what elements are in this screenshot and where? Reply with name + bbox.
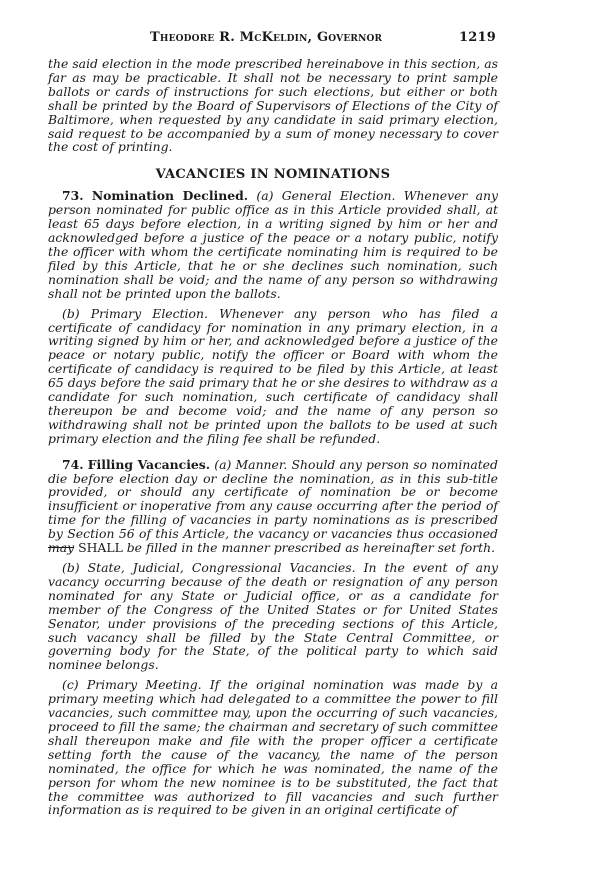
running-head-title: Theodore R. McKeldin, Governor [150, 30, 383, 45]
document-page [48, 30, 498, 817]
section-73-a [48, 189, 498, 300]
section-74-b [48, 561, 498, 672]
subsection-text-after: be filled in the manner prescribed as hereinafter set forth. [126, 540, 496, 556]
subsection-label: (a) General Election. [256, 188, 396, 204]
section-73-number: 73. [62, 188, 84, 204]
section-73-title: Nomination Declined. [91, 188, 249, 204]
section-heading: VACANCIES IN NOMINATIONS [155, 167, 391, 183]
section-74-title: Filling Vacancies. [87, 456, 211, 472]
subsection-text: Whenever any person nominated for public office as in this Article provided shall, at least 65 days before election, in a writing signed by him or her and acknowledged before a justice of the peace or a notary public, notify the officer with whom the certificate nominating him is required to be filed by this Article, that he or she declines such nomination, such nomination shall be void; and the name of any person so withdrawing shall not be printed upon the ballots. [48, 188, 498, 301]
section-73-b [48, 307, 498, 446]
section-74-c [48, 678, 498, 817]
section-74-number: 74. [62, 456, 84, 472]
running-head [48, 30, 498, 50]
page-number: 1219 [459, 30, 496, 45]
subsection-text: If the original nomination was made by a primary meeting which had delegated to a committee the power to fill vacancies, such committee may, upon the occurring of such vacancies, proceed to fill the same; the chairman and secretary of such committee shall thereupon make and file with the proper officer a certificate setting forth the cause of the vacancy, the name of the person nominated, the office for which he was nominated, the name of the person for whom the new nominee is to be substituted, the fact that the committee was authorized to fill vacancies and such further information as is required to be given in an original certificate of [48, 677, 498, 818]
subsection-label: (b) Primary Election. [62, 305, 208, 321]
subsection-text-before: Should any person so nominated die before election day or decline the nomination, as in this sub-title provided, or should any certificate of nomination be or become insufficient or inoperative from any cause occurring after the period of time for the filling of vacancies in party nominations as is prescribed by Section 56 of this Article, the vacancy or vacancies thus occasioned [48, 456, 498, 542]
subsection-label: (b) State, Judicial, Congressional Vacancies. [62, 560, 356, 575]
subsection-label: (c) Primary Meeting. [62, 677, 202, 693]
section-74-a [48, 458, 498, 555]
subsection-text: In the event of any vacancy occurring because of the death or resignation of any person nominated for any State or Judicial office, or as a candidate for member of the Congress of the United States or for United States Senator, under provisions of the preceding sections of this Article, such vacancy shall be filled by the State Central Committee, or governing body for the State, of the political party to which said nominee belongs. [48, 560, 498, 673]
continuation-paragraph: the said election in the mode prescribed hereinabove in this section, as far as may be practicable. It shall not be necessary to print sample ballots or cards of instructions for such elections, but either or both shall be printed by the Board of Supervisors of Elections of the City of Baltimore, when requested by any candidate in said primary election, said request to be accompanied by a sum of money necessary to cover the cost of printing. [48, 56, 498, 155]
inserted-word: SHALL [78, 540, 123, 556]
subsection-text: Whenever any person who has filed a certificate of candidacy for nomination in any primary election, in a writing signed by him or her, and acknowledged before a justice of the peace or notary public, notify the officer or Board with whom the certificate of candidacy is required to be filed by this Article, at least 65 days before the said primary that he or she desires to withdraw as a candidate for such nomination, such certificate of candidacy shall thereupon be and become void; and the name of any person so withdrawing shall not be printed upon the ballots to be used at such primary election and the filing fee shall be refunded. [48, 305, 498, 446]
struck-word: may [48, 540, 75, 556]
subsection-label: (a) Manner. [214, 456, 288, 472]
